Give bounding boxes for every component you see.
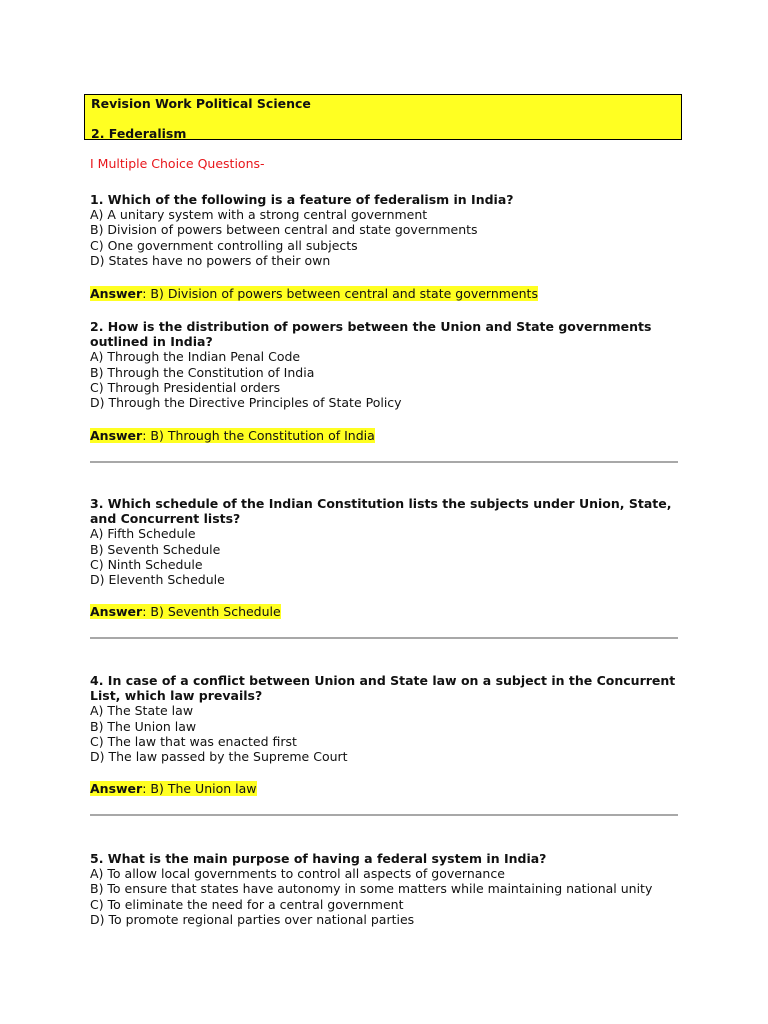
question-block [90, 851, 690, 927]
option: B) Through the Constitution of India [90, 364, 315, 380]
question-text: 5. What is the main purpose of having a federal system in India? [90, 851, 547, 866]
option: D) The law passed by the Supreme Court [90, 749, 348, 765]
question-text: 1. Which of the following is a feature of federalism in India? [90, 192, 514, 207]
option: C) To eliminate the need for a central government [90, 896, 404, 912]
answer-label: Answer [90, 781, 143, 796]
answer-line [90, 604, 281, 620]
option: B) Division of powers between central and state governments [90, 222, 478, 238]
divider [90, 637, 678, 639]
option: D) Through the Directive Principles of State Policy [90, 395, 402, 411]
answer-text: : B) Seventh Schedule [142, 604, 281, 619]
chapter-title: 2. Federalism [91, 126, 187, 141]
answer-text: : B) The Union law [142, 781, 257, 796]
option: D) To promote regional parties over national parties [90, 911, 415, 927]
option: C) The law that was enacted first [90, 733, 297, 749]
question-block [90, 192, 690, 268]
answer-text: : B) Division of powers between central and state governments [142, 286, 538, 301]
answer-line [90, 781, 257, 797]
answer-label: Answer [90, 604, 143, 619]
question-block [90, 496, 690, 587]
option: A) The State law [90, 703, 194, 719]
option: A) Through the Indian Penal Code [90, 349, 301, 365]
divider [90, 814, 678, 816]
title-box [84, 94, 682, 140]
option: A) Fifth Schedule [90, 526, 196, 542]
option: C) Through Presidential orders [90, 379, 281, 395]
question-block [90, 673, 690, 764]
option: C) One government controlling all subjects [90, 237, 358, 253]
option: C) Ninth Schedule [90, 556, 203, 572]
option: B) Seventh Schedule [90, 541, 221, 557]
question-block [90, 319, 690, 410]
option: A) A unitary system with a strong central government [90, 207, 428, 223]
option: B) To ensure that states have autonomy in some matters while maintaining national unity [90, 881, 653, 897]
document-title: Revision Work Political Science [91, 96, 311, 111]
answer-text: : B) Through the Constitution of India [142, 428, 375, 443]
divider [90, 461, 678, 463]
answer-label: Answer [90, 428, 143, 443]
question-text: 3. Which schedule of the Indian Constitution lists the subjects under Union, State, and Concurrent lists? [90, 496, 672, 527]
section-heading: I Multiple Choice Questions- [90, 156, 265, 171]
answer-label: Answer [90, 286, 143, 301]
option: D) States have no powers of their own [90, 252, 331, 268]
option: A) To allow local governments to control all aspects of governance [90, 866, 505, 882]
answer-line [90, 428, 375, 444]
option: B) The Union law [90, 718, 197, 734]
question-text: 4. In case of a conflict between Union and State law on a subject in the Concurrent List, which law prevails? [90, 673, 676, 704]
answer-line [90, 286, 538, 302]
option: D) Eleventh Schedule [90, 572, 225, 588]
question-text: 2. How is the distribution of powers between the Union and State governments outlined in India? [90, 319, 652, 350]
